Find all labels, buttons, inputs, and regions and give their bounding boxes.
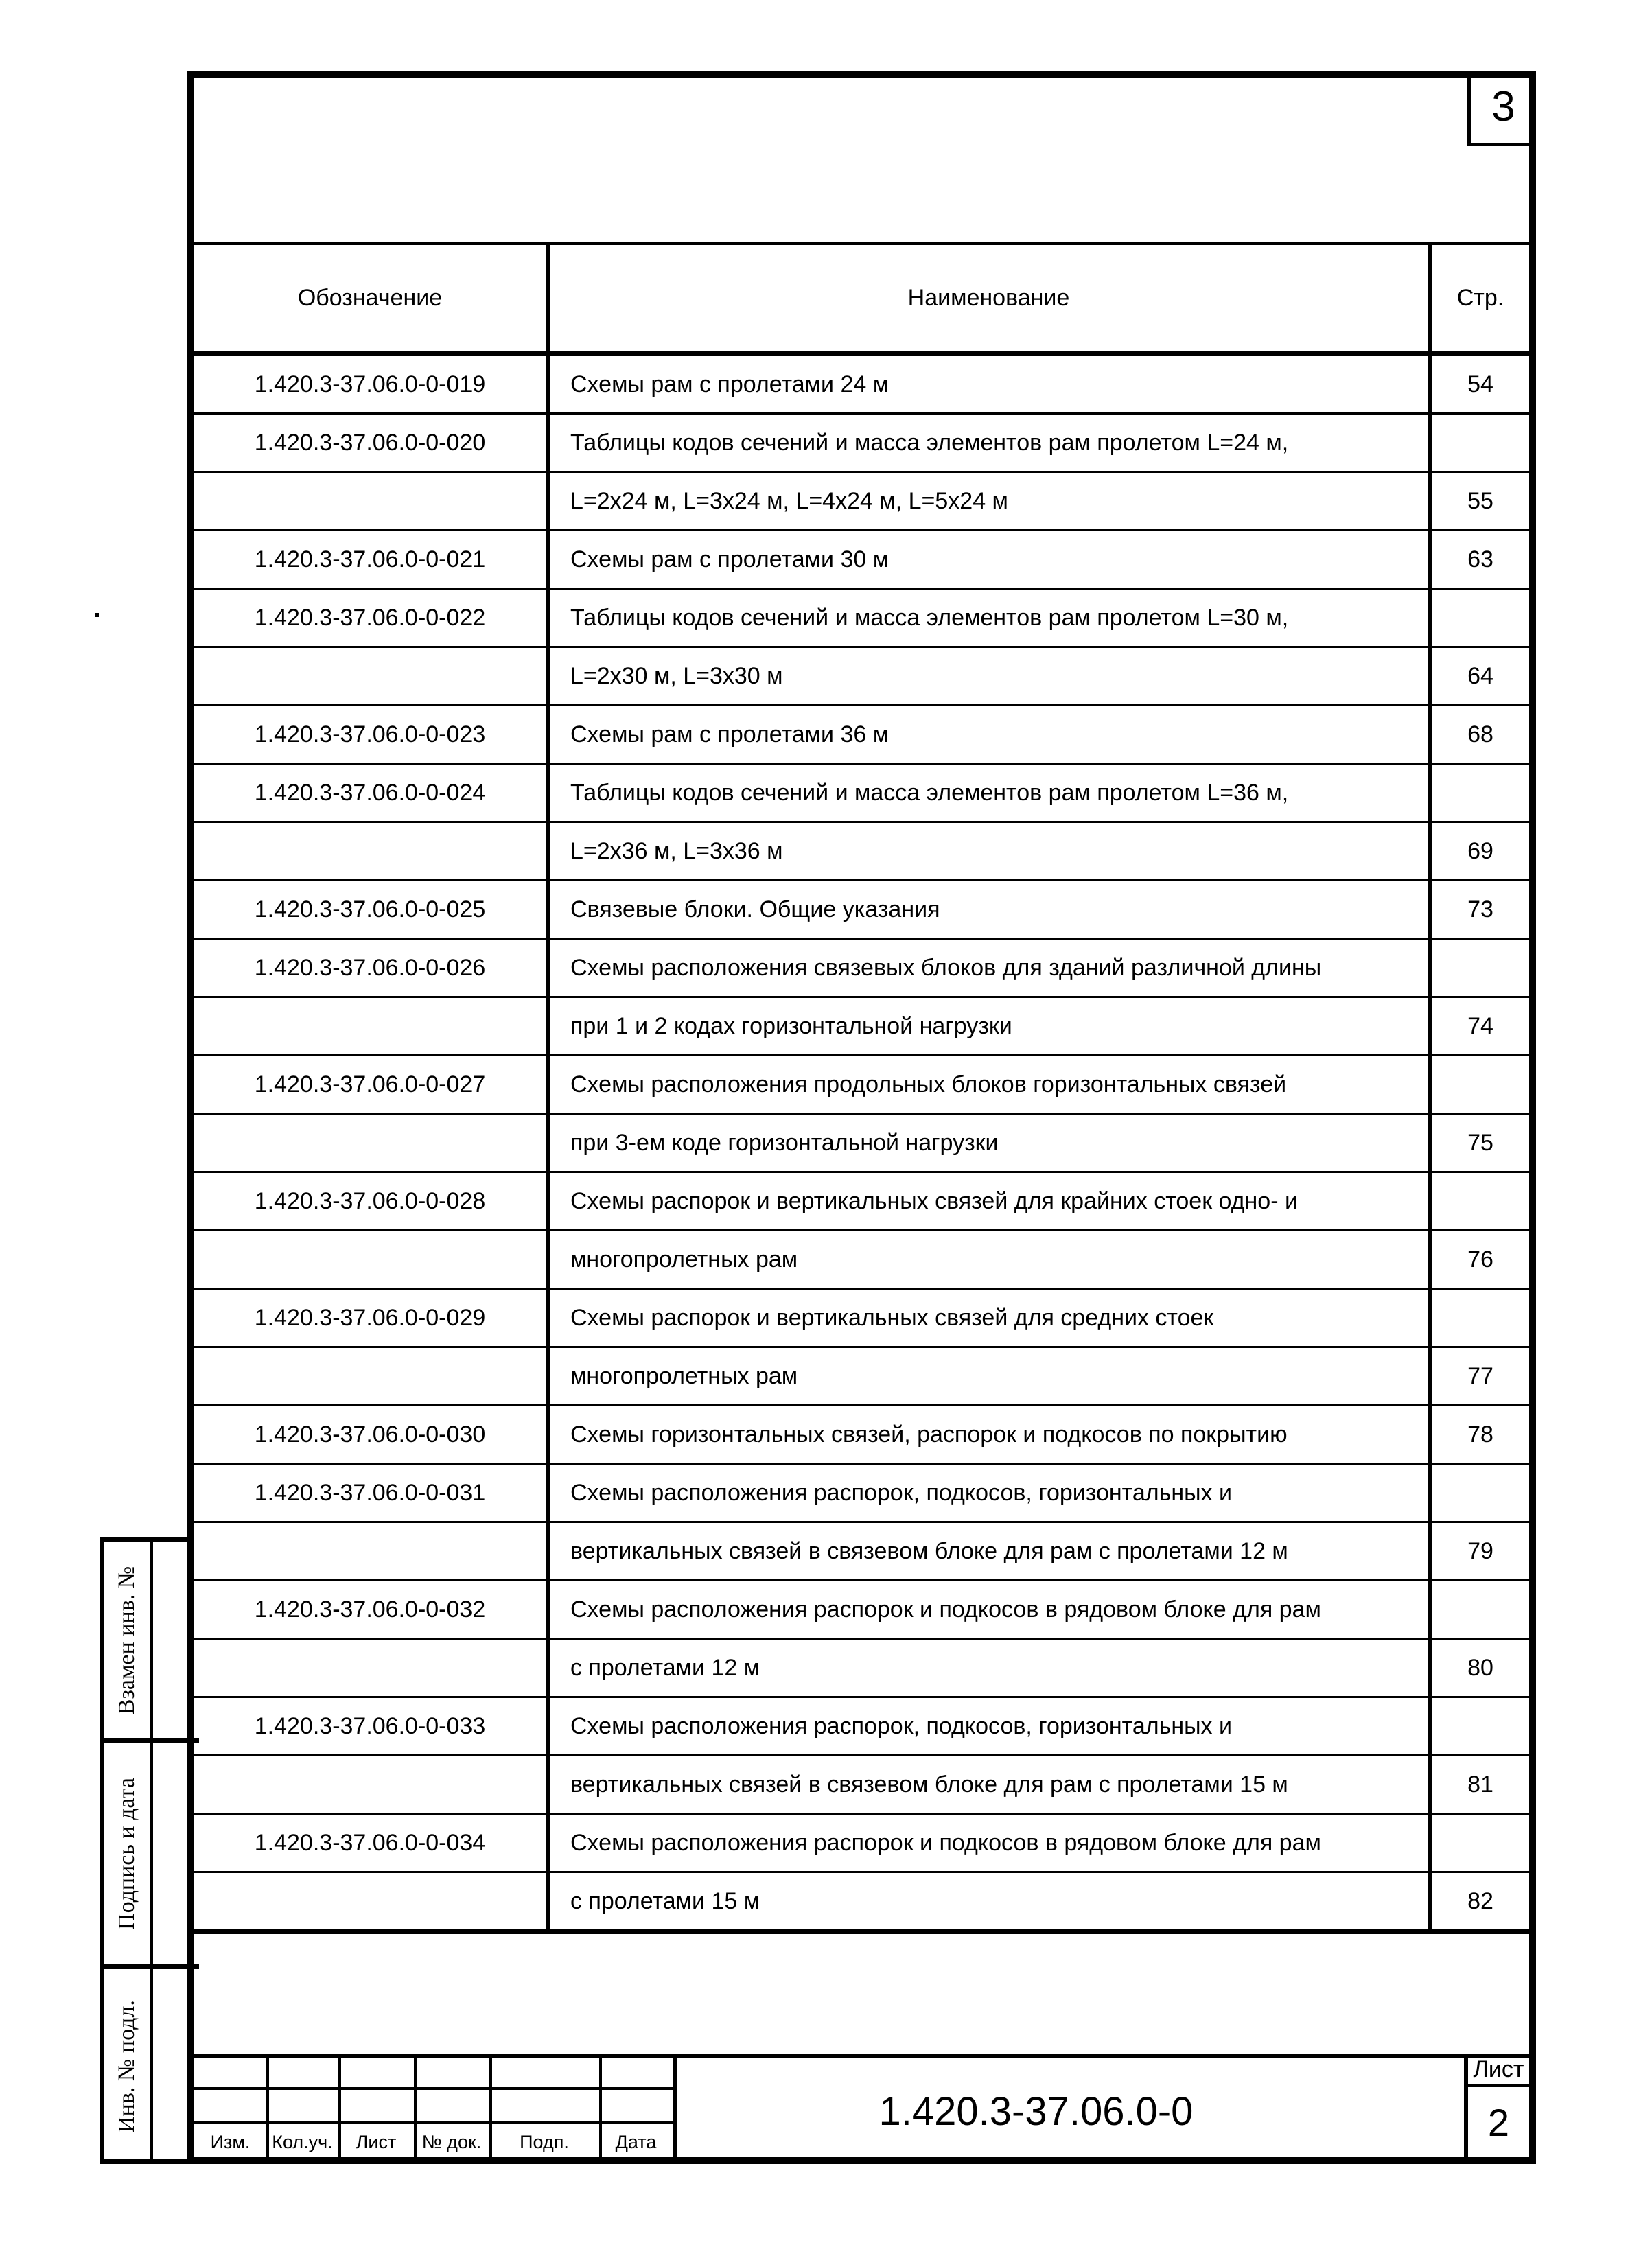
- table-row: [194, 1056, 1529, 1114]
- col-label-signature: Подп.: [520, 2132, 569, 2152]
- header-page: Стр.: [1430, 244, 1529, 354]
- row-name: Схемы рам с пролетами 30 м: [548, 531, 1430, 589]
- row-code: [194, 647, 548, 706]
- table-row: [194, 354, 1529, 414]
- spec-table: [194, 242, 1529, 1934]
- row-code: [194, 822, 548, 881]
- row-page: 74: [1430, 997, 1529, 1056]
- table-row: [194, 647, 1529, 706]
- table-row: [194, 472, 1529, 531]
- row-code: 1.420.3-37.06.0-0-024: [194, 764, 548, 822]
- row-page: [1430, 1172, 1529, 1231]
- row-code: 1.420.3-37.06.0-0-032: [194, 1581, 548, 1639]
- table-row: [194, 1581, 1529, 1639]
- table-row: [194, 939, 1529, 997]
- row-name: Схемы распорок и вертикальных связей для средних стоек: [548, 1289, 1430, 1347]
- table-row: [194, 1522, 1529, 1581]
- row-page: [1430, 589, 1529, 647]
- stamp-inv-original-label: Инв. № подл.: [114, 2000, 140, 2133]
- sheet-label: Лист: [1464, 2054, 1529, 2087]
- row-name: L=2x30 м, L=3x30 м: [548, 647, 1430, 706]
- row-name: Схемы расположения распорок, подкосов, горизонтальных и: [548, 1697, 1430, 1756]
- row-code: 1.420.3-37.06.0-0-028: [194, 1172, 548, 1231]
- row-page: 69: [1430, 822, 1529, 881]
- row-name: Схемы расположения распорок, подкосов, горизонтальных и: [548, 1464, 1430, 1522]
- document-code: 1.420.3-37.06.0-0: [879, 2089, 1194, 2134]
- row-page: [1430, 1289, 1529, 1347]
- revision-grid: [194, 2054, 673, 2157]
- stamp-replaced-inv: [104, 1542, 150, 1738]
- row-name: Схемы горизонтальных связей, распорок и подкосов по покрытию: [548, 1406, 1430, 1464]
- title-block: [194, 2054, 1529, 2157]
- row-name: Схемы распорок и вертикальных связей для крайних стоек одно- и: [548, 1172, 1430, 1231]
- row-name: вертикальных связей в связевом блоке для рам с пролетами 15 м: [548, 1756, 1430, 1814]
- row-name: Схемы расположения распорок и подкосов в рядовом блоке для рам: [548, 1814, 1430, 1872]
- row-page: 77: [1430, 1347, 1529, 1406]
- row-name: Таблицы кодов сечений и масса элементов рам пролетом L=24 м,: [548, 414, 1430, 472]
- row-code: [194, 1522, 548, 1581]
- stray-dot: [95, 613, 99, 617]
- stamp-signature-date: [104, 1743, 150, 1964]
- table-row: [194, 414, 1529, 472]
- row-page: 54: [1430, 354, 1529, 414]
- row-page: [1430, 1697, 1529, 1756]
- spec-header-row: [194, 244, 1529, 354]
- row-name: Схемы рам с пролетами 24 м: [548, 354, 1430, 414]
- table-row: [194, 1464, 1529, 1522]
- table-row: [194, 1756, 1529, 1814]
- table-row: [194, 706, 1529, 764]
- col-label-date: Дата: [615, 2132, 657, 2152]
- row-page: [1430, 1056, 1529, 1114]
- stamp-separator: [104, 1738, 150, 1743]
- row-name: Схемы расположения продольных блоков горизонтальных связей: [548, 1056, 1430, 1114]
- row-code: 1.420.3-37.06.0-0-033: [194, 1697, 548, 1756]
- row-page: 64: [1430, 647, 1529, 706]
- row-page: [1430, 764, 1529, 822]
- stamp-replaced-inv-label: Взамен инв. №: [114, 1566, 140, 1715]
- col-label-kol-uch: Кол.уч.: [272, 2132, 333, 2152]
- row-name: при 1 и 2 кодах горизонтальной нагрузки: [548, 997, 1430, 1056]
- row-page: 81: [1430, 1756, 1529, 1814]
- row-code: 1.420.3-37.06.0-0-025: [194, 881, 548, 939]
- row-page: 63: [1430, 531, 1529, 589]
- table-row: [194, 1172, 1529, 1231]
- row-code: [194, 1872, 548, 1932]
- row-name: Связевые блоки. Общие указания: [548, 881, 1430, 939]
- table-row: [194, 881, 1529, 939]
- row-code: [194, 1114, 548, 1172]
- row-name: многопролетных рам: [548, 1347, 1430, 1406]
- side-stamp-divider: [150, 1542, 153, 2159]
- col-label-doc-no: № док.: [421, 2132, 482, 2152]
- header-name: Наименование: [548, 244, 1430, 354]
- table-row: [194, 764, 1529, 822]
- row-code: 1.420.3-37.06.0-0-022: [194, 589, 548, 647]
- table-row: [194, 1639, 1529, 1697]
- row-page: [1430, 414, 1529, 472]
- table-row: [194, 1697, 1529, 1756]
- row-page: [1430, 1581, 1529, 1639]
- row-name: Схемы расположения распорок и подкосов в рядовом блоке для рам: [548, 1581, 1430, 1639]
- row-page: 76: [1430, 1231, 1529, 1289]
- table-row: [194, 1406, 1529, 1464]
- row-code: [194, 997, 548, 1056]
- stamp-signature-date-label: Подпись и дата: [114, 1778, 139, 1930]
- row-code: 1.420.3-37.06.0-0-030: [194, 1406, 548, 1464]
- table-row: [194, 1289, 1529, 1347]
- row-code: 1.420.3-37.06.0-0-027: [194, 1056, 548, 1114]
- row-page: 78: [1430, 1406, 1529, 1464]
- row-name: с пролетами 12 м: [548, 1639, 1430, 1697]
- side-stamp: [100, 1537, 194, 2164]
- row-page: 55: [1430, 472, 1529, 531]
- row-code: [194, 1756, 548, 1814]
- row-name: L=2x36 м, L=3x36 м: [548, 822, 1430, 881]
- row-code: 1.420.3-37.06.0-0-029: [194, 1289, 548, 1347]
- table-row: [194, 589, 1529, 647]
- table-row: [194, 1114, 1529, 1172]
- table-row: [194, 531, 1529, 589]
- table-row: [194, 997, 1529, 1056]
- table-row: [194, 1872, 1529, 1932]
- stamp-separator: [150, 1964, 199, 1969]
- row-page: [1430, 1464, 1529, 1522]
- row-code: [194, 1347, 548, 1406]
- row-page: [1430, 939, 1529, 997]
- table-row: [194, 1347, 1529, 1406]
- row-name: L=2x24 м, L=3x24 м, L=4x24 м, L=5x24 м: [548, 472, 1430, 531]
- row-name: с пролетами 15 м: [548, 1872, 1430, 1932]
- row-code: 1.420.3-37.06.0-0-021: [194, 531, 548, 589]
- row-name: Таблицы кодов сечений и масса элементов рам пролетом L=30 м,: [548, 589, 1430, 647]
- row-code: 1.420.3-37.06.0-0-023: [194, 706, 548, 764]
- row-name: многопролетных рам: [548, 1231, 1430, 1289]
- stamp-separator: [150, 1738, 199, 1743]
- row-code: 1.420.3-37.06.0-0-020: [194, 414, 548, 472]
- col-label-list: Лист: [356, 2132, 397, 2152]
- row-page: 75: [1430, 1114, 1529, 1172]
- row-name: Схемы расположения связевых блоков для зданий различной длины: [548, 939, 1430, 997]
- sheet-number: 2: [1464, 2087, 1529, 2157]
- top-page-number: 3: [1467, 71, 1536, 146]
- row-page: [1430, 1814, 1529, 1872]
- row-code: [194, 472, 548, 531]
- row-page: 68: [1430, 706, 1529, 764]
- table-row: [194, 1814, 1529, 1872]
- row-code: [194, 1231, 548, 1289]
- col-label-izm: Изм.: [210, 2132, 251, 2152]
- row-code: [194, 1639, 548, 1697]
- row-code: 1.420.3-37.06.0-0-031: [194, 1464, 548, 1522]
- row-page: 82: [1430, 1872, 1529, 1932]
- stamp-separator: [104, 1964, 150, 1969]
- row-name: вертикальных связей в связевом блоке для рам с пролетами 12 м: [548, 1522, 1430, 1581]
- stamp-inv-original: [104, 1969, 150, 2164]
- table-row: [194, 822, 1529, 881]
- row-name: при 3-ем коде горизонтальной нагрузки: [548, 1114, 1430, 1172]
- row-code: 1.420.3-37.06.0-0-019: [194, 354, 548, 414]
- row-name: Таблицы кодов сечений и масса элементов рам пролетом L=36 м,: [548, 764, 1430, 822]
- row-page: 79: [1430, 1522, 1529, 1581]
- row-page: 73: [1430, 881, 1529, 939]
- row-page: 80: [1430, 1639, 1529, 1697]
- row-code: 1.420.3-37.06.0-0-034: [194, 1814, 548, 1872]
- table-row: [194, 1231, 1529, 1289]
- row-name: Схемы рам с пролетами 36 м: [548, 706, 1430, 764]
- header-designation: Обозначение: [194, 244, 548, 354]
- row-code: 1.420.3-37.06.0-0-026: [194, 939, 548, 997]
